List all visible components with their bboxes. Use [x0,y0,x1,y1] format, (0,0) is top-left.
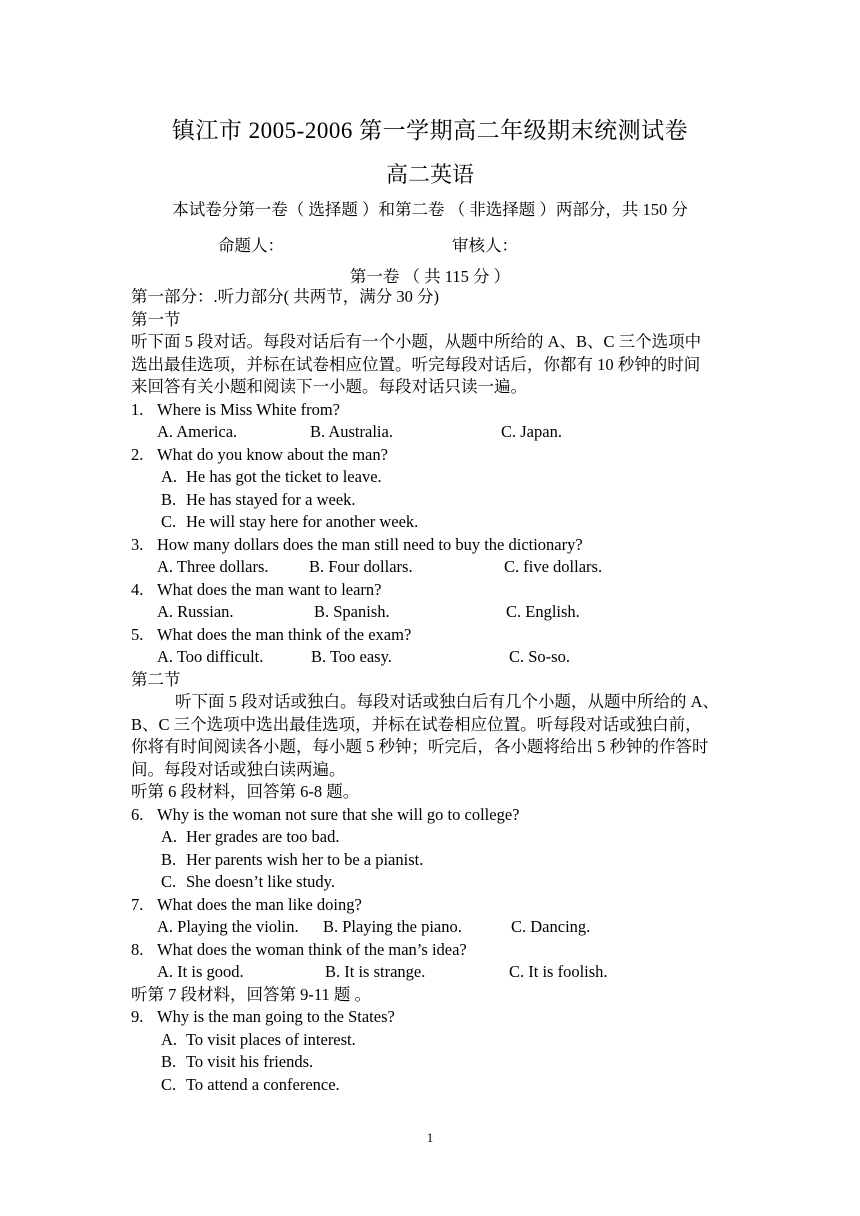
question-number: 7. [131,894,144,914]
reviewer-label: 审核人： [452,236,518,255]
section1-heading: 第一节 [131,309,181,329]
author-label: 命题人： [218,236,284,255]
question-5 [131,624,731,647]
option-b [131,1051,731,1074]
question-1 [131,399,731,422]
section2-instructions-line: 听下面 5 段对话或独白。每段对话或独白后有几个小题，从题中所给的 A、 [175,692,720,711]
option-text: He has got the ticket to leave. [186,467,382,486]
question-1-options [131,421,731,444]
question-text: What do you know about the man? [157,444,388,464]
question-2 [131,444,731,467]
option-letter: C. [161,1074,177,1094]
section1-instructions-line: 来回答有关小题和阅读下一小题。每段对话只读一遍。 [131,377,527,396]
material-7-label: 听第 7 段材料，回答第 9-11 题 。 [131,984,372,1004]
option-text: He has stayed for a week. [186,489,356,509]
option-a: A. Russian. [157,602,234,621]
option-a: A. Playing the violin. [157,917,299,936]
question-text: What does the man want to learn? [157,579,382,599]
option-text: To visit his friends. [186,1052,314,1071]
option-b: B. Australia. [310,422,393,441]
question-number: 5. [131,624,144,644]
option-b: B. Too easy. [311,647,392,666]
option-text: To attend a conference. [186,1074,340,1094]
question-7-options [131,916,731,939]
option-b [131,849,731,872]
question-7 [131,894,731,917]
question-8 [131,939,731,962]
question-text: What does the man like doing? [157,894,362,914]
question-text: Where is Miss White from? [157,399,340,419]
section1-instructions-line: 选出最佳选项，并标在试卷相应位置。听完每段对话后，你都有 10 秒钟的时间 [131,354,701,374]
option-c: C. It is foolish. [509,962,608,981]
option-c [131,1074,731,1097]
section2-heading: 第二节 [131,669,181,689]
exam-body [131,286,731,1096]
question-text: Why is the man going to the States? [157,1007,395,1026]
part-heading: 第一部分：.听力部分( 共两节，满分 30 分) [131,287,439,306]
option-b: B. It is strange. [325,962,426,981]
exam-intro: 本试卷分第一卷（ 选择题 ）和第二卷 （ 非选择题 ）两部分，共 150 分 [172,200,688,219]
option-letter: A. [161,467,178,486]
option-a [131,1029,731,1052]
option-b: B. Playing the piano. [323,917,462,936]
question-number: 4. [131,579,144,599]
option-text: Her parents wish her to be a pianist. [186,849,424,869]
question-3 [131,534,731,557]
question-9 [131,1006,731,1029]
question-number: 6. [131,804,144,824]
question-8-options [131,961,731,984]
option-c [131,511,731,534]
option-text: He will stay here for another week. [186,512,419,531]
exam-title: 镇江市 2005-2006 第一学期高二年级期末统测试卷 [171,118,689,143]
page-number: 1 [426,1130,434,1145]
option-a [131,466,731,489]
material-6-label: 听第 6 段材料，回答第 6-8 题。 [131,782,360,801]
question-5-options [131,646,731,669]
option-c: C. So-so. [509,647,570,666]
option-letter: B. [161,849,177,869]
volume-heading: 第一卷 （ 共 115 分 ） [349,267,511,286]
question-text: What does the woman think of the man’s idea? [157,939,467,959]
option-a: A. Too difficult. [157,647,264,666]
option-letter: A. [161,1029,178,1049]
question-number: 1. [131,399,144,419]
exam-subtitle: 高二英语 [385,162,474,187]
option-c: C. Dancing. [511,917,591,936]
option-a: A. Three dollars. [157,557,269,576]
option-c: C. English. [506,602,580,621]
option-c: C. Japan. [501,422,562,441]
option-b: B. Four dollars. [309,557,413,576]
section1-instructions-line: 听下面 5 段对话。每段对话后有一个小题，从题中所给的 A、B、C 三个选项中 [131,332,702,351]
question-text: How many dollars does the man still need to buy the dictionary? [157,534,583,554]
option-text: She doesn’t like study. [186,872,335,891]
question-4-options [131,601,731,624]
question-3-options [131,556,731,579]
option-c: C. five dollars. [504,557,603,576]
option-a [131,826,731,849]
option-text: Her grades are too bad. [186,827,340,846]
option-letter: B. [161,489,177,509]
section2-instructions-line: 你将有时间阅读各小题，每小题 5 秒钟；听完后，各小题将给出 5 秒钟的作答时 [131,737,709,756]
question-4 [131,579,731,602]
option-letter: B. [161,1052,177,1071]
question-number: 9. [131,1007,144,1026]
option-letter: C. [161,872,177,891]
option-c [131,871,731,894]
option-a: A. America. [157,422,238,441]
question-number: 8. [131,939,144,959]
option-b: B. Spanish. [314,602,390,621]
section2-instructions-line: B、C 三个选项中选出最佳选项，并标在试卷相应位置。听每段对话或独白前， [131,714,702,734]
question-text: What does the man think of the exam? [157,624,412,644]
option-text: To visit places of interest. [186,1029,356,1049]
question-number: 3. [131,534,144,554]
option-b [131,489,731,512]
option-a: A. It is good. [157,962,244,981]
question-6 [131,804,731,827]
question-text: Why is the woman not sure that she will go to college? [157,804,520,824]
section2-instructions-line: 间。每段对话或独白读两遍。 [131,759,346,779]
option-letter: C. [161,512,177,531]
question-number: 2. [131,444,144,464]
option-letter: A. [161,827,178,846]
